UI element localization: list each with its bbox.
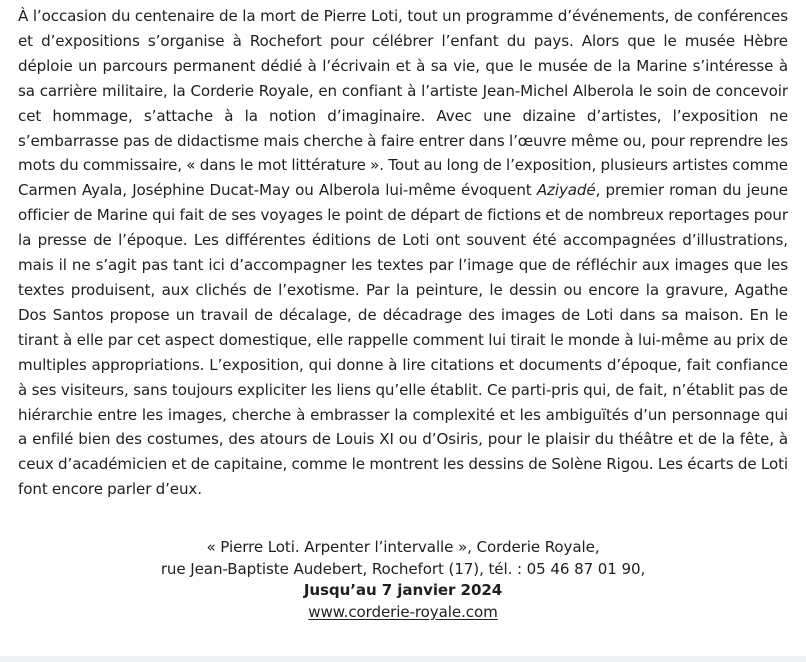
exhibition-address-phone: rue Jean-Baptiste Audebert, Rochefort (17), tél. : 05 46 87 01 90, xyxy=(160,559,646,578)
article-text-part-1: À l’occasion du centenaire de la mort de Pierre Loti, tout un programme d’événements, de conférences et d’expositions s’organise à Rochefort pour célébrer l’enfant du pays. Alors que le musée Hèbre déploie un parcours permanent dédié à l’écrivain et à sa vie, que le musée de la Marine s’intéresse à sa carrière militaire, la Corderie Royale, en confiant à l’artiste Jean-Michel Alberola le soin de concevoir cet hommage, s’attache à la notion d’imaginaire. Avec une dizaine d’artistes, l’exposition ne s’embarrasse pas de didactisme mais cherche à faire entrer dans l’œuvre même ou, pour reprendre les mots du commissaire, « dans le mot littérature ». Tout au long de l’exposition, plusieurs artistes comme Carmen Ayala, Joséphine Ducat-May ou Alberola lui-même évoquent xyxy=(18,7,788,200)
article-body xyxy=(18,4,788,502)
exhibition-dates: Jusqu’au 7 janvier 2024 xyxy=(303,581,503,599)
bottom-band xyxy=(0,656,806,662)
article-text-part-2: , premier roman du jeune officier de Marine qui fait de ses voyages le point de départ de fictions et de nombreux reportages pour la presse de l’époque. Les différentes éditions de Loti ont souvent été accompagnées d’illustrations, mais il ne s’agit pas tant ici d’accompagner les textes par l’image que de réfléchir aux images que les textes produisent, aux clichés de l’exotisme. Par la peinture, le dessin ou encore la gravure, Agathe Dos Santos propose un travail de décalage, de décadrage des images de Loti dans sa maison. En le tirant à elle par cet aspect domestique, elle rappelle comment lui tirait le monde à lui-même au prix de multiples appropriations. L’exposition, qui donne à lire citations et documents d’époque, fait confiance à ses visiteurs, sans toujours expliciter les liens qu’elle établit. Ce parti-pris qui, de fait, n’établit pas de hiérarchie entre les images, cherche à embrasser la complexité et les ambiguïtés d’un personnage qui a enfilé bien des costumes, des atours de Louis XI ou d’Osiris, pour le plaisir du théâtre et de la fête, à ceux d’académicien et de capitaine, comme le montrent les dessins de Solène Rigou. Les écarts de Loti font encore parler d’eux. xyxy=(18,181,788,499)
website-link[interactable]: www.corderie-royale.com xyxy=(308,602,498,621)
novel-title: Aziyadé xyxy=(536,181,596,200)
exhibition-info xyxy=(0,537,806,623)
exhibition-title-venue: « Pierre Loti. Arpenter l’intervalle », Corderie Royale, xyxy=(206,538,600,556)
article-paragraph xyxy=(18,4,788,502)
